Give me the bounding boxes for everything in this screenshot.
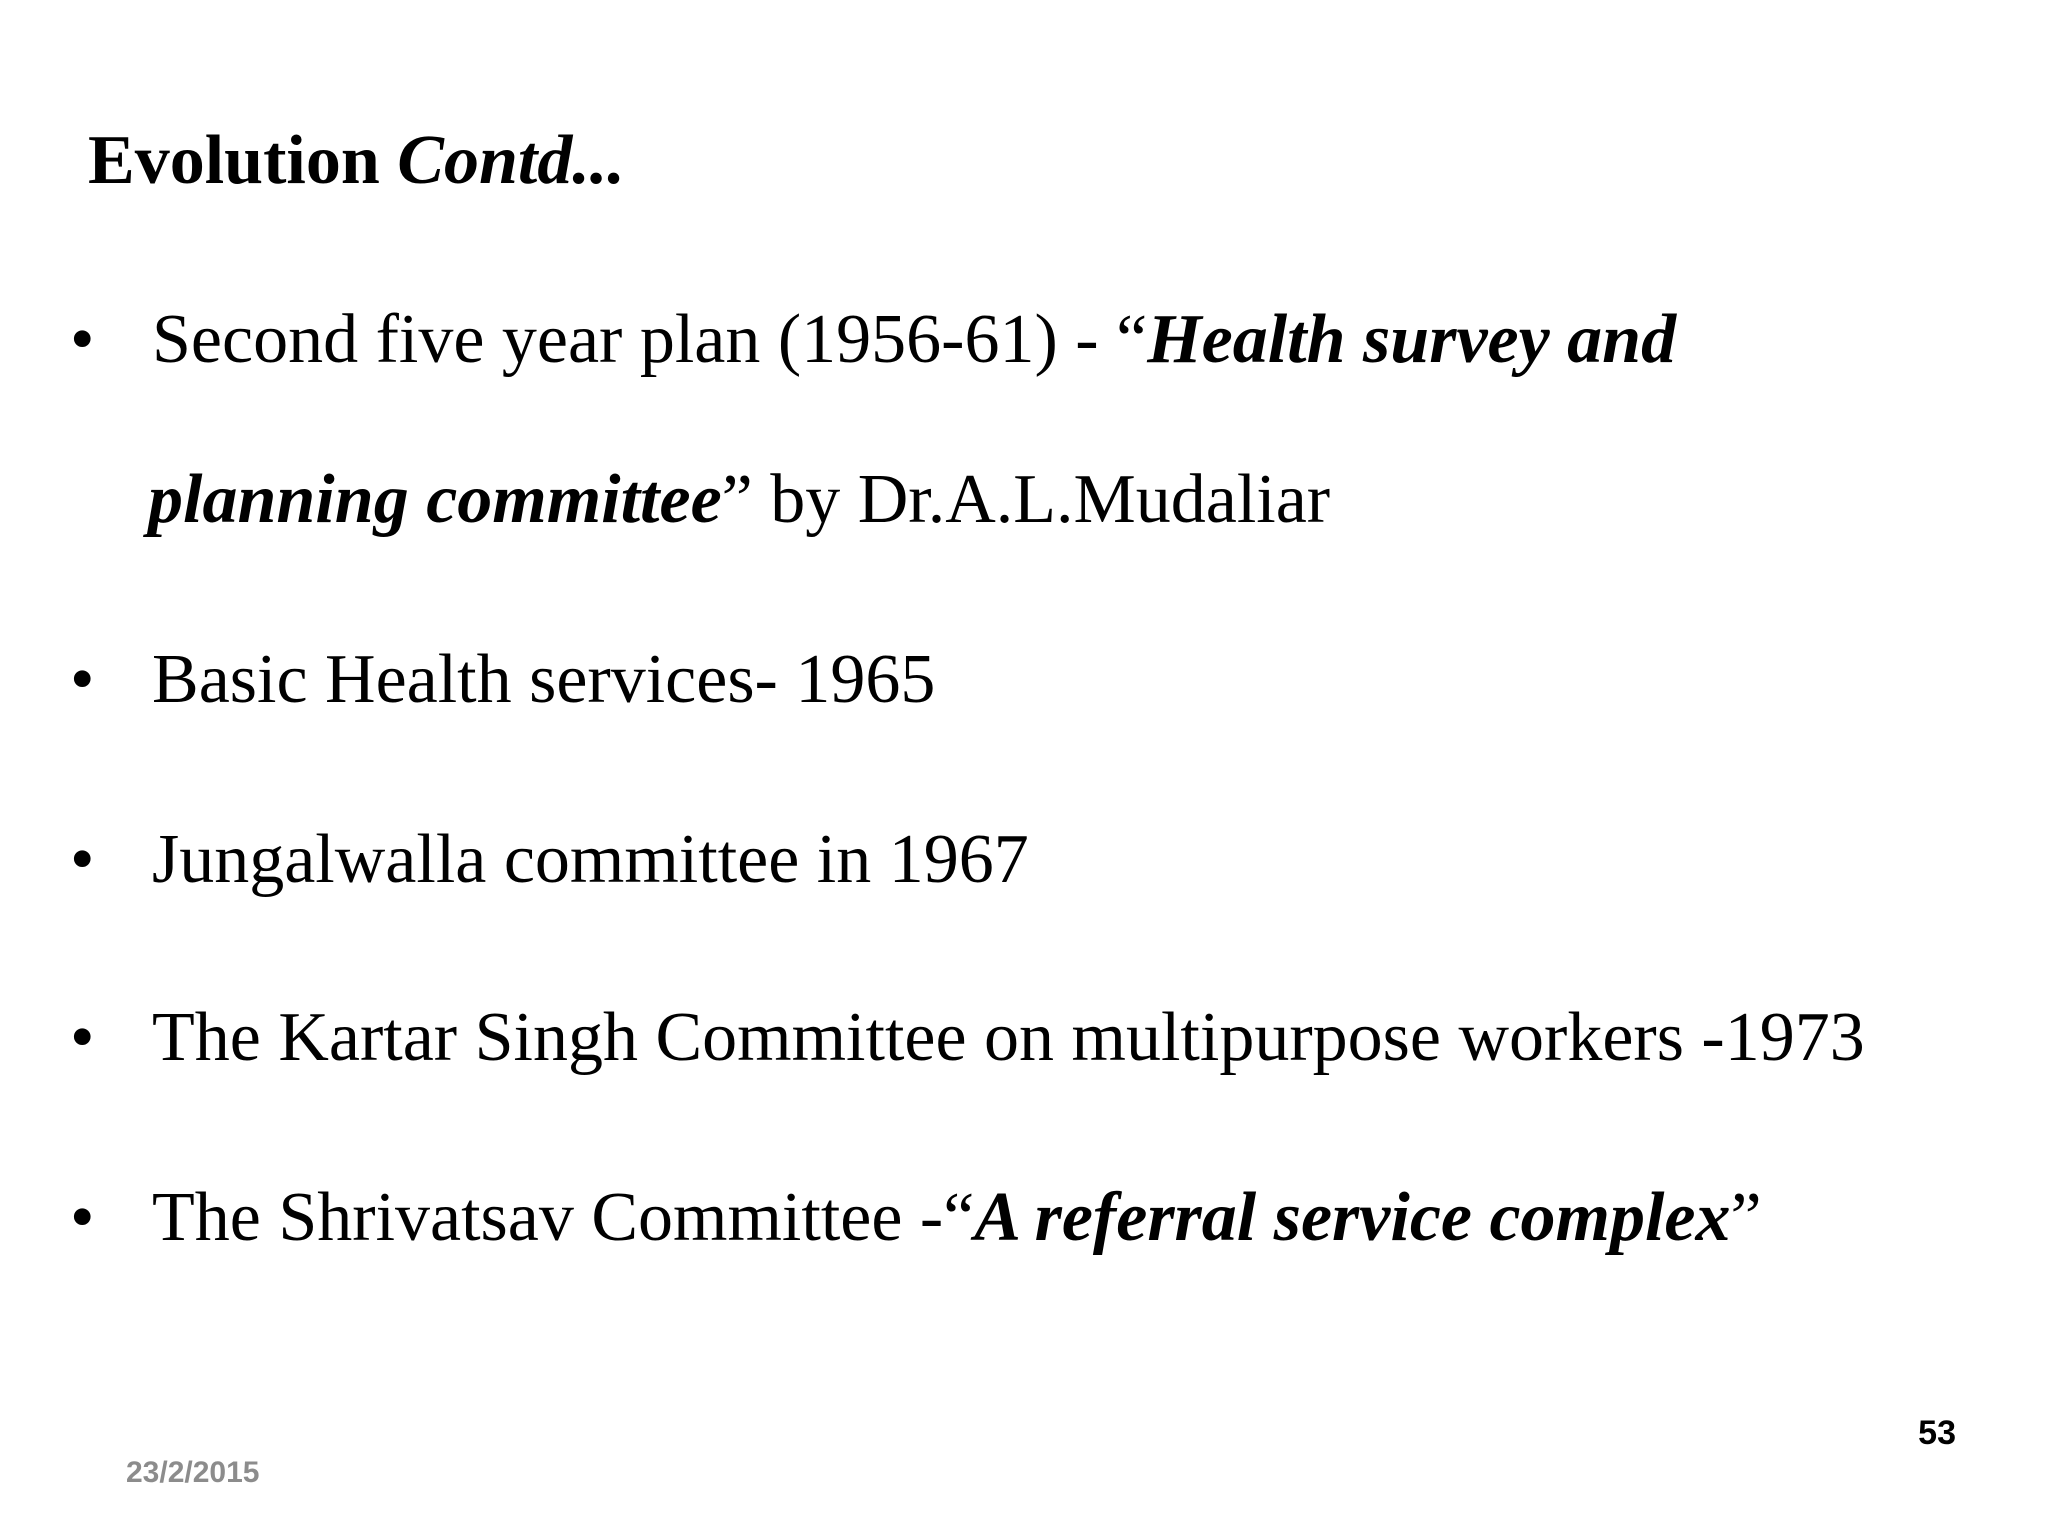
bullet-text <box>152 810 1029 970</box>
bullet-dot-icon: • <box>70 999 95 1076</box>
bullet-line-1 <box>152 290 1676 450</box>
bullet-line-1: Basic Health services- 1965 <box>152 641 936 718</box>
bullet-text <box>148 290 1677 610</box>
slide-date: 23/2/2015 <box>126 1456 260 1489</box>
bullet-dot-icon: • <box>70 821 95 898</box>
bullet-dot-icon: • <box>70 641 95 718</box>
bullet-dot-icon: • <box>70 301 95 378</box>
bullet-text-plain: ” <box>1730 1179 1762 1256</box>
bullet-line-1: The Kartar Singh Committee on multipurpose workers -1973 <box>152 999 1865 1076</box>
bullet-text <box>152 1168 1762 1328</box>
bullet-text <box>152 988 1865 1148</box>
bullet-line-2 <box>148 450 1676 610</box>
title-main-text: Evolution <box>88 122 398 199</box>
bullet-text-plain: The Shrivatsav Committee -“ <box>152 1179 975 1256</box>
bullet-line-1: Jungalwalla committee in 1967 <box>152 821 1029 898</box>
bullet-text-plain: ” by Dr.A.L.Mudaliar <box>721 461 1331 538</box>
bullet-text <box>152 630 935 790</box>
bullet-dot-icon: • <box>70 1179 95 1256</box>
slide-title <box>88 118 625 204</box>
bullet-text-emphasis: planning committee <box>148 461 722 538</box>
title-italic-text: Contd... <box>397 122 625 199</box>
page-number: 53 <box>1918 1414 1956 1452</box>
bullet-text-emphasis: Health survey and <box>1147 301 1677 378</box>
bullet-line-1 <box>152 1168 1762 1328</box>
bullet-text-plain: Second five year plan (1956-61) - “ <box>152 301 1148 378</box>
bullet-text-emphasis: A referral service complex <box>974 1179 1731 1256</box>
